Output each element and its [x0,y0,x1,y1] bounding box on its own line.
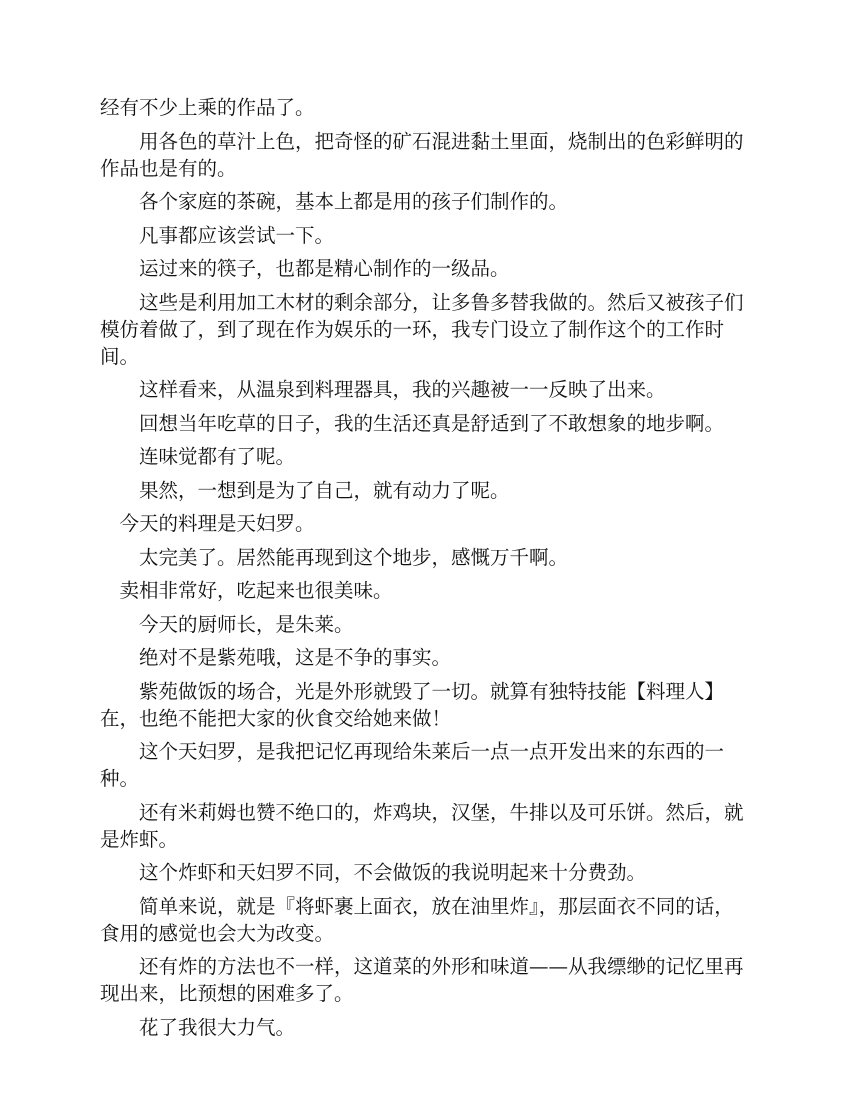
paragraph-4: 凡事都应该尝试一下。 [139,223,335,247]
paragraph-3: 各个家庭的茶碗，基本上都是用的孩子们制作的。 [139,190,569,213]
paragraph-6: 这些是利用加工木材的剩余部分，让多鲁多替我做的。然后又被孩子们模仿着做了，到了现在作为娱乐的一环，我专门设立了制作这个的工作时间。 [100,290,744,368]
paragraph-21: 还有炸的方法也不一样，这道菜的外形和味道——从我缥缈的记忆里再现出来，比预想的困难多了。 [100,955,744,1005]
paragraph-15: 绝对不是紫苑哦，这是不争的事实。 [139,646,452,669]
paragraph-2: 用各色的草汁上色，把奇怪的矿石混进黏土里面，烧制出的色彩鲜明的作品也是有的。 [100,129,744,180]
paragraph-8: 回想当年吃草的日子，我的生活还真是舒适到了不敢想象的地步啊。 [139,411,725,435]
paragraph-9: 连味觉都有了呢。 [139,445,296,468]
paragraph-19: 这个炸虾和天妇罗不同，不会做饭的我说明起来十分费劲。 [139,861,647,884]
paragraph-16: 紫苑做饭的场合，光是外形就毁了一切。就算有独特技能【料理人】在，也绝不能把大家的伙食交给她来做！ [100,679,725,730]
paragraph-13: 卖相非常好，吃起来也很美味。 [119,579,393,602]
paragraph-11: 今天的料理是天妇罗。 [119,512,315,535]
paragraph-20: 简单来说，就是『将虾裹上面衣，放在油里炸』，那层面衣不同的话，食用的感觉也会大为改变。 [100,894,734,945]
paragraph-12: 太完美了。居然能再现到这个地步，感慨万千啊。 [139,545,569,569]
document-page [100,94,746,1047]
paragraph-22: 花了我很大力气。 [139,1015,296,1039]
paragraph-7: 这样看来，从温泉到料理器具，我的兴趣被一一反映了出来。 [139,378,666,401]
paragraph-10: 果然，一想到是为了自己，就有动力了呢。 [139,478,510,502]
paragraph-1: 经有不少上乘的作品了。 [100,96,315,119]
paragraph-18: 还有米莉姆也赞不绝口的，炸鸡块，汉堡，牛排以及可乐饼。然后，就是炸虾。 [100,800,744,851]
paragraph-14: 今天的厨师长，是朱莱。 [139,612,354,636]
paragraph-17: 这个天妇罗，是我把记忆再现给朱莱后一点一点开发出来的东西的一种。 [100,740,725,790]
paragraph-5: 运过来的筷子，也都是精心制作的一级品。 [139,257,510,280]
